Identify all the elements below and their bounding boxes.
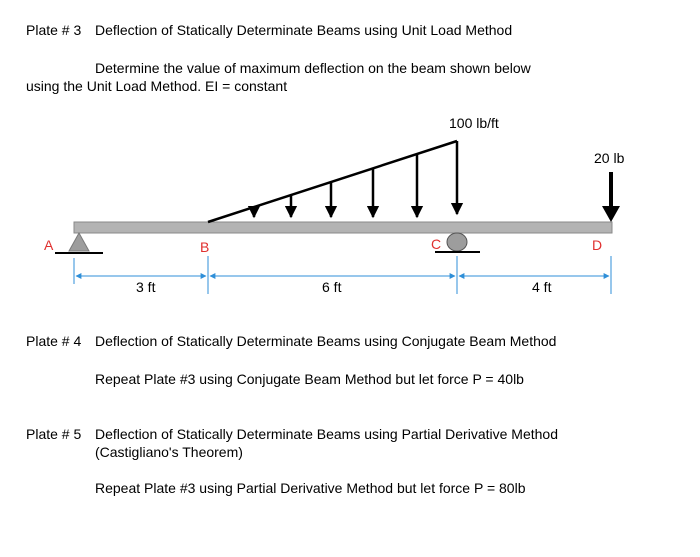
plate4-title: Deflection of Statically Determinate Beams using Conjugate Beam Method xyxy=(95,333,557,349)
plate3-title: Deflection of Statically Determinate Beams using Unit Load Method xyxy=(95,22,513,38)
beam xyxy=(74,222,612,233)
plate5-instruction: Repeat Plate #3 using Partial Derivative Method but let force P = 80lb xyxy=(95,480,526,496)
plate4-number: Plate # 4 xyxy=(26,333,82,349)
roller-support-c xyxy=(435,233,480,252)
distributed-load-label: 100 lb/ft xyxy=(449,115,499,131)
plate4-instruction: Repeat Plate #3 using Conjugate Beam Method but let force P = 40lb xyxy=(95,371,524,387)
plate5-title-line2: (Castigliano's Theorem) xyxy=(95,444,243,460)
plate5-number: Plate # 5 xyxy=(26,426,82,442)
plate3-instruction-line1: Determine the value of maximum deflection on the beam shown below xyxy=(95,60,531,76)
point-label-a: A xyxy=(44,237,54,253)
point-load-label: 20 lb xyxy=(594,150,625,166)
dimension-label-bc: 6 ft xyxy=(322,279,342,295)
point-label-b: B xyxy=(200,239,210,255)
distributed-load xyxy=(208,141,457,222)
load-envelope-line xyxy=(208,141,457,222)
plate3-instruction-line2: using the Unit Load Method. EI = constant xyxy=(26,78,288,94)
point-label-c: C xyxy=(431,236,442,252)
dimension-label-ab: 3 ft xyxy=(136,279,156,295)
point-label-d: D xyxy=(592,237,603,253)
plate3-number: Plate # 3 xyxy=(26,22,82,38)
point-load-d xyxy=(602,172,620,222)
pin-support-a xyxy=(55,233,103,253)
plate5-title-line1: Deflection of Statically Determinate Beams using Partial Derivative Method xyxy=(95,426,558,442)
dimension-label-cd: 4 ft xyxy=(532,279,552,295)
